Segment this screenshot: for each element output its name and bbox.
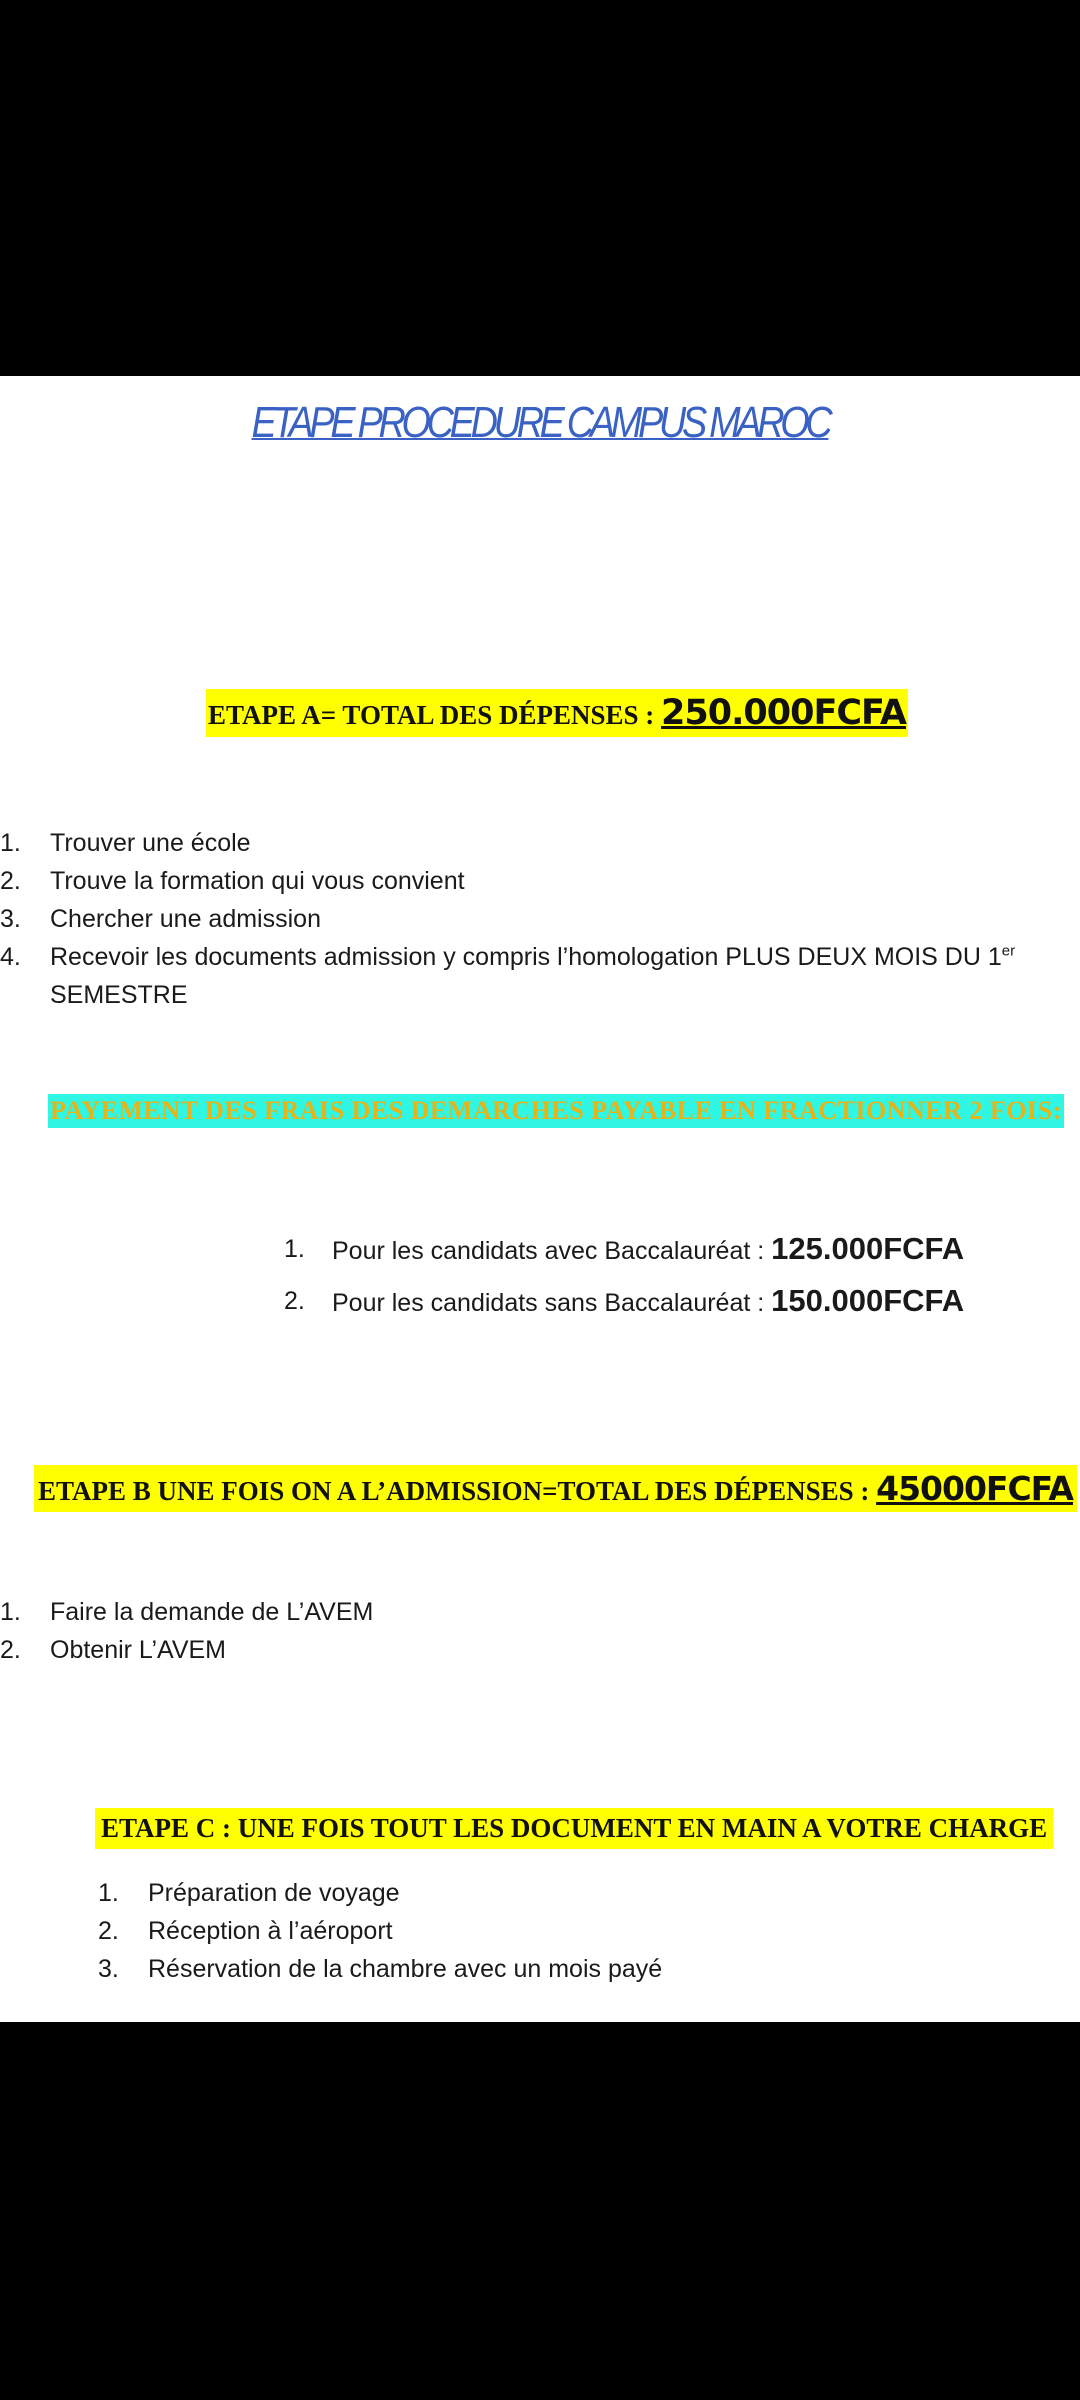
list-item: 1. Préparation de voyage bbox=[98, 1879, 400, 1907]
top-black-bar bbox=[0, 0, 1080, 376]
list-item: 1. Pour les candidats avec Baccalauréat : 125.000FCFA bbox=[284, 1231, 965, 1266]
step-c-heading: ETAPE C : UNE FOIS TOUT LES DOCUMENT EN MAIN A VOTRE CHARGE bbox=[95, 1808, 1053, 1849]
bottom-black-bar bbox=[0, 2022, 1080, 2400]
payment-amount: 125.000FCFA bbox=[771, 1231, 965, 1266]
step-b-label: ETAPE B UNE FOIS ON A L’ADMISSION=TOTAL DES DÉPENSES : bbox=[38, 1476, 877, 1506]
list-item: 4. Recevoir les documents admission y compris l’homologation PLUS DEUX MOIS DU 1er SEMESTRE bbox=[0, 942, 1016, 1009]
payment-amount: 150.000FCFA bbox=[771, 1283, 965, 1318]
step-a-list bbox=[0, 824, 1070, 1014]
step-b-amount: 45000FCFA bbox=[876, 1469, 1073, 1508]
list-item: 2. Obtenir L’AVEM bbox=[0, 1636, 227, 1664]
list-item: 2. Trouve la formation qui vous convient bbox=[0, 867, 465, 895]
step-c-list bbox=[98, 1874, 662, 1988]
document-page bbox=[0, 376, 1080, 2022]
payment-list bbox=[284, 1224, 964, 1328]
list-item: 1. Faire la demande de L’AVEM bbox=[0, 1598, 374, 1626]
step-a-heading bbox=[206, 689, 908, 737]
step-a-label: ETAPE A= TOTAL DES DÉPENSES : bbox=[208, 700, 662, 730]
list-item: 2. Réception à l’aéroport bbox=[98, 1917, 393, 1945]
list-item: 3. Réservation de la chambre avec un mois payé bbox=[98, 1955, 663, 1983]
step-b-list bbox=[0, 1593, 373, 1669]
payment-heading: PAYEMENT DES FRAIS DES DEMARCHES PAYABLE EN FRACTIONNER 2 FOIS: bbox=[48, 1094, 1064, 1128]
list-item: 1. Trouver une école bbox=[0, 829, 251, 857]
list-item: 2. Pour les candidats sans Baccalauréat : 150.000FCFA bbox=[284, 1283, 965, 1318]
page-title: ETAPE PROCEDURE CAMPUS MAROC bbox=[251, 398, 829, 447]
list-item: 3. Chercher une admission bbox=[0, 905, 321, 933]
step-b-heading bbox=[34, 1465, 1077, 1512]
step-a-amount: 250.000FCFA bbox=[661, 693, 907, 733]
